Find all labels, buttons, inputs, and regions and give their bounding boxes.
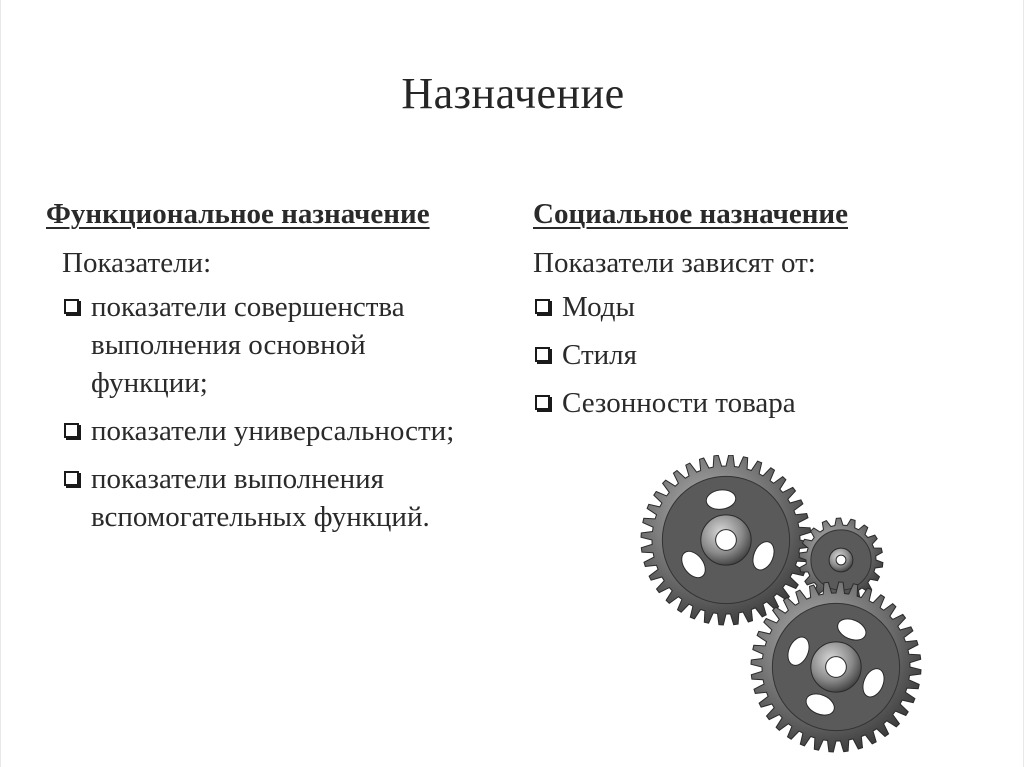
checkbox-bullet-icon [64,299,79,314]
list-item-text: показатели универсальности; [91,415,455,447]
checkbox-bullet-icon [535,347,550,362]
list-item-text: показатели совершенства выполнения основной функции; [91,291,405,399]
checkbox-bullet-icon [535,395,550,410]
functional-purpose-heading: Функциональное назначение [46,198,430,230]
list-item-text: Моды [562,291,635,323]
functional-purpose-column [46,198,516,546]
slide-title: Назначение [401,69,625,118]
checkbox-bullet-icon [64,471,79,486]
social-indicators-intro: Показатели зависят от: [533,247,816,279]
functional-indicators-list [62,288,516,536]
list-item [62,412,516,450]
social-purpose-heading: Социальное назначение [533,198,848,230]
gears-illustration-icon [631,455,931,767]
social-purpose-column [533,198,1003,432]
functional-indicators-intro: Показатели: [62,247,212,279]
checkbox-bullet-icon [535,299,550,314]
list-item-text: показатели выполнения вспомогательных функций. [91,463,430,533]
list-item [533,288,1003,326]
list-item-text: Стиля [562,339,637,371]
list-item [533,336,1003,374]
social-indicators-list [533,288,1003,422]
list-item [62,288,516,402]
list-item [62,460,516,536]
large-gear-bottom [751,582,921,752]
list-item-text: Сезонности товара [562,387,796,419]
list-item [533,384,1003,422]
checkbox-bullet-icon [64,423,79,438]
